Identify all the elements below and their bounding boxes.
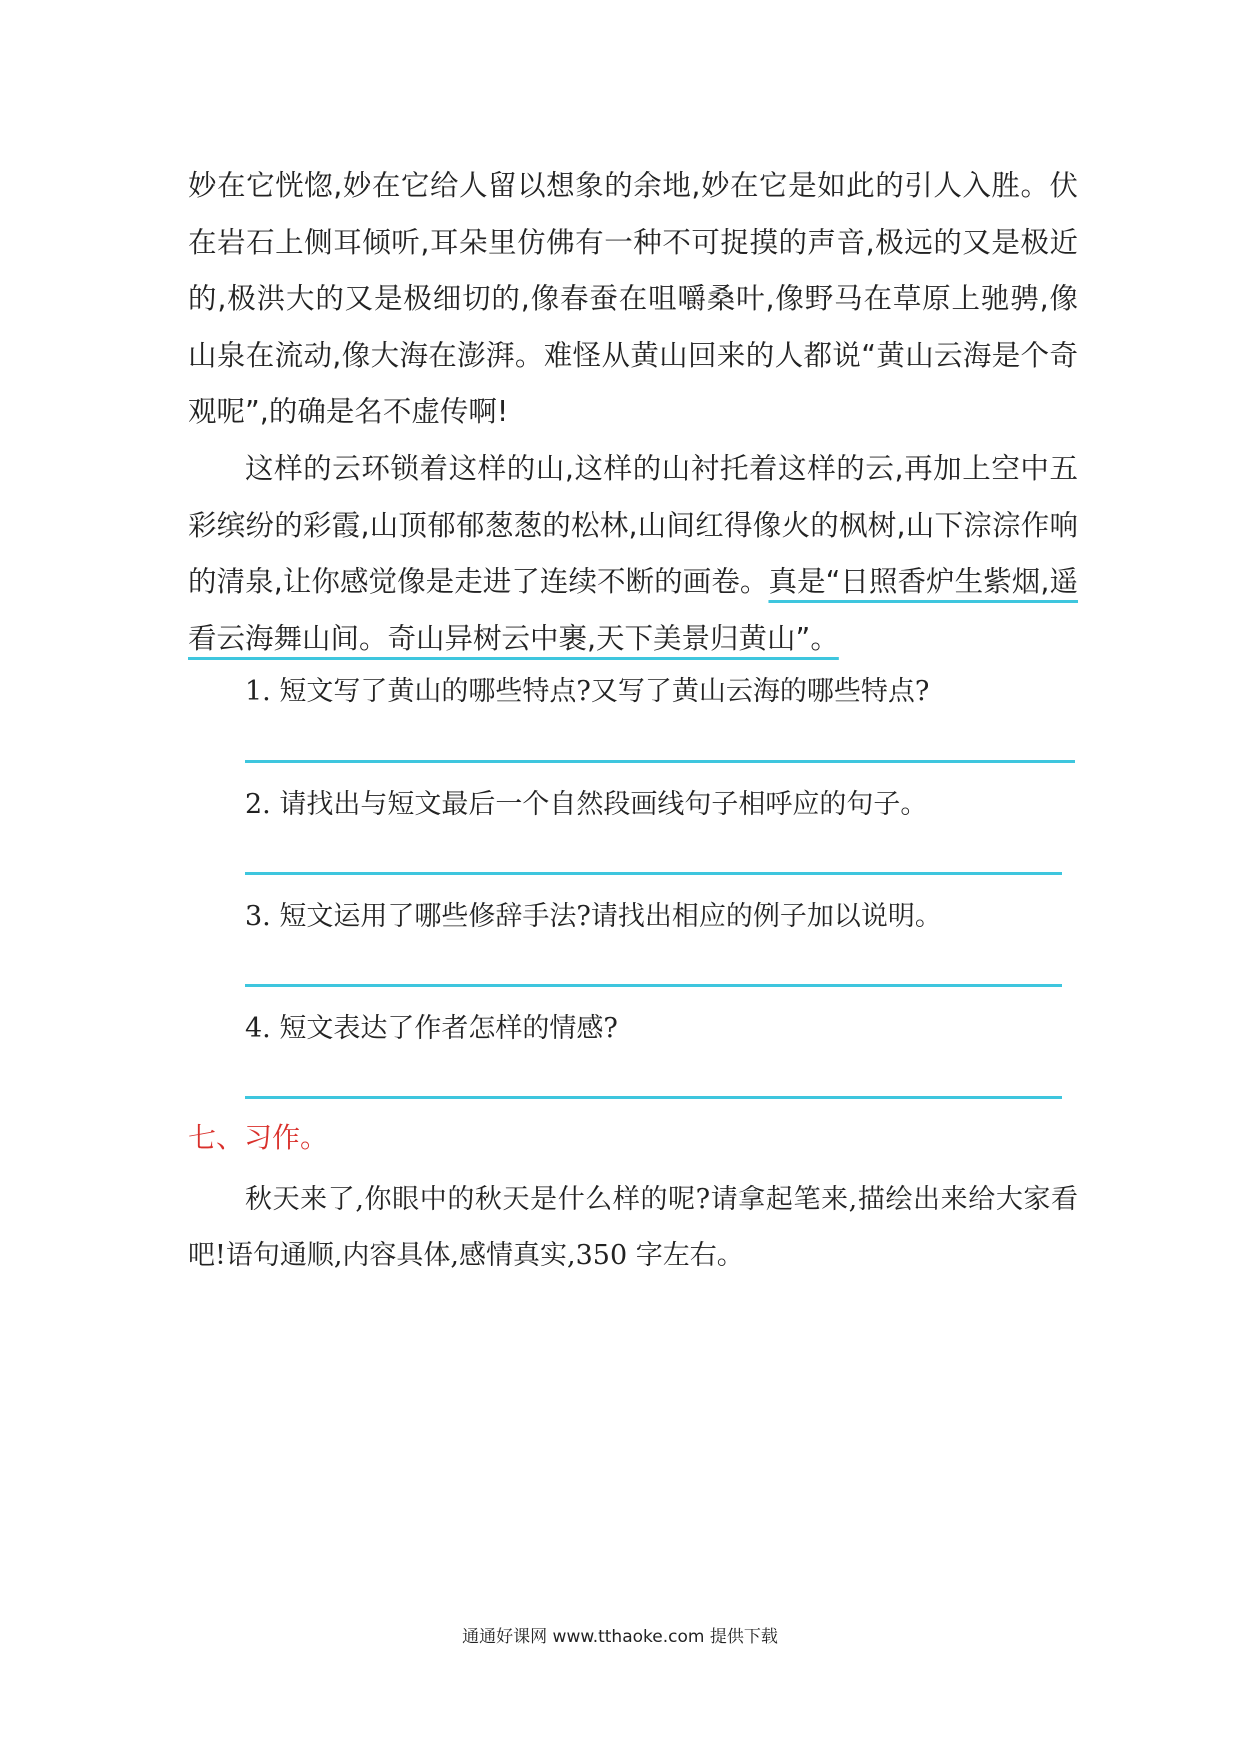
writing-prompt: 秋天来了,你眼中的秋天是什么样的呢?请拿起笔来,描绘出来给大家看吧!语句通顺,内容具体,感情真实,350 字左右。 [188,1184,1078,1271]
answer-line-4[interactable] [245,1096,1062,1099]
footer-source: 通通好课网 www.tthaoke.com 提供下载 [462,1627,778,1647]
question-3: 3. 短文运用了哪些修辞手法?请找出相应的例子加以说明。 [245,901,942,932]
passage-paragraph-2-text: 这样的云环锁着这样的山,这样的山衬托着这样的云,再加上空中五彩缤纷的彩霞,山顶郁郁葱葱的松林,山间红得像火的枫树,山下淙淙作响的清泉,让你感觉像是走进了连续不断的画卷。 [188,452,1078,598]
answer-line-1[interactable] [245,760,1075,763]
underlined-sentence: 真是“日照香炉生紫烟,遥看云海舞山间。奇山异树云中裹,天下美景归黄山”。 [188,565,1079,655]
answer-line-3[interactable] [245,984,1062,987]
answer-line-2[interactable] [245,872,1062,875]
passage-paragraph-2 [188,441,1078,667]
question-2: 2. 请找出与短文最后一个自然段画线句子相呼应的句子。 [245,789,928,820]
question-4: 4. 短文表达了作者怎样的情感? [245,1013,618,1044]
question-1: 1. 短文写了黄山的哪些特点?又写了黄山云海的哪些特点? [245,676,930,707]
passage-paragraph-1: 妙在它恍惚,妙在它给人留以想象的余地,妙在它是如此的引人入胜。伏在岩石上侧耳倾听,耳朵里仿佛有一种不可捉摸的声音,极远的又是极近的,极洪大的又是极细切的,像春蚕在咀嚼桑叶,像野马在草原上驰骋,像山泉在流动,像大海在澎湃。难怪从黄山回来的人都说“黄山云海是个奇观呢”,的确是名不虚传啊! [188,169,1078,428]
section-7-title: 七、习作。 [188,1121,329,1154]
